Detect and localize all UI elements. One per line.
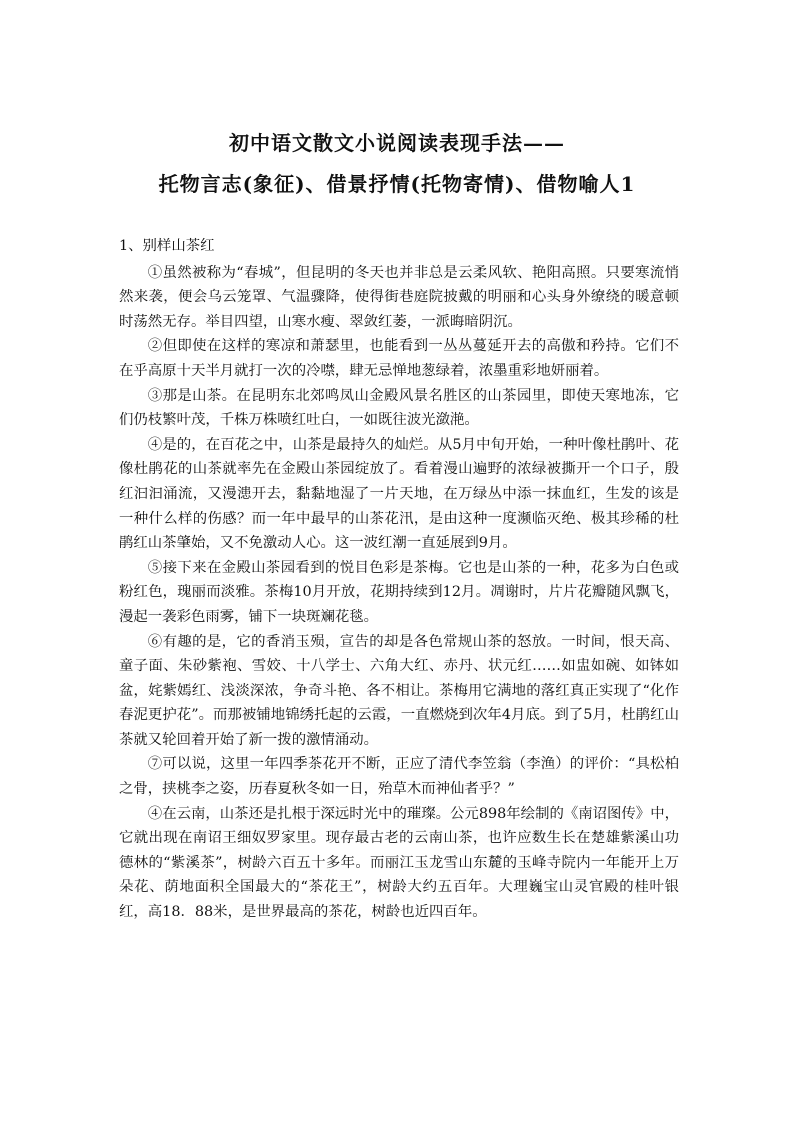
- article-body: [119, 234, 679, 925]
- title-line-1: 初中语文散文小说阅读表现手法——: [229, 131, 565, 155]
- title-line-2: 托物言志(象征)、借景抒情(托物寄情)、借物喻人1: [158, 172, 636, 196]
- paragraph-3: ③那是山茶。在昆明东北郊鸣凤山金殿风景名胜区的山茶园里，即使天寒地冻，它们仍枝繁叶茂，千株万株喷红吐白，一如既往波光潋滟。: [119, 387, 679, 429]
- paragraph-2: ②但即使在这样的寒凉和萧瑟里，也能看到一丛丛蔓延开去的高傲和矜持。它们不在乎高原十天半月就打一次的冷噤，肆无忌惮地葱绿着，浓墨重彩地妍丽着。: [119, 338, 679, 379]
- paragraph-8: ④在云南，山茶还是扎根于深远时光中的璀璨。公元898年绘制的《南诏图传》中，它就出现在南诏王细奴罗家里。现存最古老的云南山茶，也许应数生长在楚雄紫溪山功德林的“紫溪茶”，树龄六百五十多年。而丽江玉龙雪山东麓的玉峰寺院内一年能开上万朵花、荫地面积全国最大的“茶花王”，树龄大约五百年。大理巍宝山灵官殿的桂叶银红，高18．88米，是世界最高的茶花，树龄也近四百年。: [119, 805, 679, 921]
- section-heading: 1、别样山茶红: [119, 238, 215, 254]
- paragraph-4: ④是的，在百花之中，山茶是最持久的灿烂。从5月中旬开始，一种叶像杜鹃叶、花像杜鹃花的山茶就率先在金殿山茶园绽放了。看着漫山遍野的浓绿被撕开一个口子，殷红汩汩涌流，又漫漶开去，黏黏地湿了一片天地，在万绿丛中添一抹血红，生发的该是一种什么样的伤感？而一年中最早的山茶花汛，是由这种一度濒临灭绝、极其珍稀的杜鹃红山茶肇始，又不免激动人心。这一波红潮一直延展到9月。: [119, 436, 679, 552]
- paragraph-7: ⑦可以说，这里一年四季茶花开不断，正应了清代李笠翁（李渔）的评价：“具松柏之骨，挟桃李之姿，历春夏秋冬如一日，殆草木而神仙者乎？”: [119, 756, 679, 798]
- paragraph-5: ⑤接下来在金殿山茶园看到的悦目色彩是茶梅。它也是山茶的一种，花多为白色或粉红色，瑰丽而淡雅。茶梅10月开放，花期持续到12月。凋谢时，片片花瓣随风飘飞，漫起一袭彩色雨雾，铺下一块斑斓花毯。: [119, 559, 679, 625]
- paragraph-6: ⑥有趣的是，它的香消玉殒，宣告的却是各色常规山茶的怒放。一时间，恨天高、童子面、朱砂紫袍、雪姣、十八学士、六角大红、赤丹、状元红……如盅如碗、如钵如盆，姹紫嫣红、浅淡深浓，争奇斗艳、各不相让。茶梅用它满地的落红真正实现了“化作春泥更护花”。而那被铺地锦绣托起的云霞，一直燃烧到次年4月底。到了5月，杜鹃红山茶就又轮回着开始了新一拨的激情涌动。: [119, 633, 679, 748]
- paragraph-1: ①虽然被称为“春城”，但昆明的冬天也并非总是云柔风软、艳阳高照。只要寒流悄然来袭，便会乌云笼罩、气温骤降，使得街巷庭院披戴的明丽和心头身外缭绕的暖意顿时荡然无存。举目四望，山寒水瘦、翠敛红萎，一派晦暗阴沉。: [119, 264, 679, 330]
